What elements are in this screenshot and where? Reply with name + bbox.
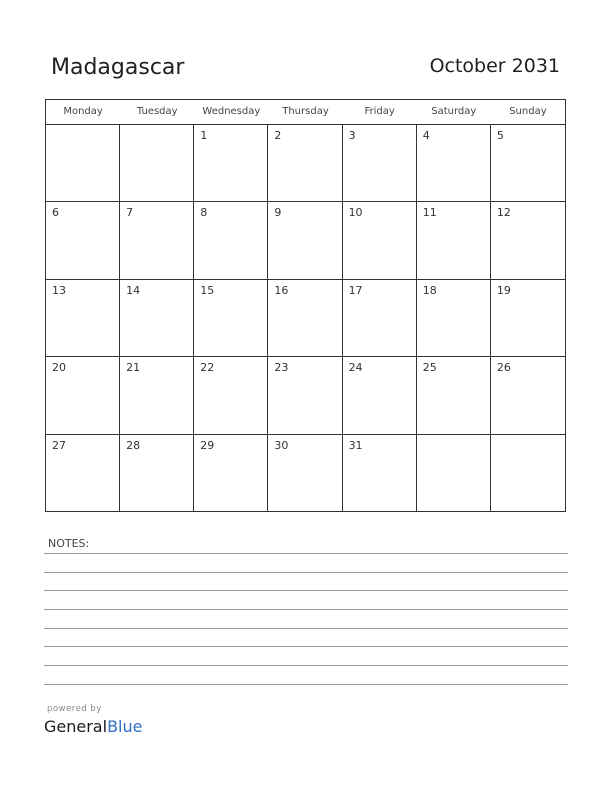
weeks-container bbox=[46, 125, 565, 512]
brand-general-text: General bbox=[44, 717, 108, 736]
day-cell: 9 bbox=[268, 202, 342, 278]
day-cell: 17 bbox=[343, 280, 417, 356]
weekday-wednesday: Wednesday bbox=[202, 106, 261, 117]
month-year-title: October 2031 bbox=[429, 55, 560, 77]
day-cell: 6 bbox=[46, 202, 120, 278]
weekday-header-row bbox=[46, 100, 565, 125]
notes-label: NOTES: bbox=[48, 537, 90, 550]
day-cell: 30 bbox=[268, 435, 342, 512]
day-cell: 8 bbox=[194, 202, 268, 278]
note-line bbox=[44, 553, 568, 554]
day-cell: 20 bbox=[46, 357, 120, 433]
note-line bbox=[44, 646, 568, 647]
weekday-tuesday: Tuesday bbox=[136, 106, 178, 117]
day-cell: 27 bbox=[46, 435, 120, 512]
note-line bbox=[44, 665, 568, 666]
day-cell: 5 bbox=[496, 129, 504, 142]
day-cell bbox=[120, 125, 194, 201]
day-cell bbox=[46, 125, 120, 201]
day-cell bbox=[417, 435, 491, 512]
day-cell: 31 bbox=[343, 435, 417, 512]
day-cell: 13 bbox=[46, 280, 120, 356]
weekday-saturday: Saturday bbox=[431, 106, 477, 117]
day-cell: 24 bbox=[343, 357, 417, 433]
note-line bbox=[44, 684, 568, 685]
day-cell: 15 bbox=[194, 280, 268, 356]
brand-blue-text: Blue bbox=[107, 717, 143, 736]
weekday-sunday: Sunday bbox=[509, 106, 547, 117]
weekday-thursday: Thursday bbox=[282, 106, 329, 117]
day-cell: 11 bbox=[417, 202, 491, 278]
day-cell: 1 bbox=[194, 125, 268, 201]
country-title: Madagascar bbox=[51, 55, 185, 80]
week-row bbox=[46, 435, 565, 512]
day-cell: 18 bbox=[417, 280, 491, 356]
day-cell: 29 bbox=[194, 435, 268, 512]
day-cell: 28 bbox=[120, 435, 194, 512]
day-cell: 4 bbox=[417, 125, 491, 201]
note-line bbox=[44, 609, 568, 610]
powered-by-text: powered by bbox=[47, 704, 102, 714]
day-cell: 7 bbox=[120, 202, 194, 278]
week-row bbox=[46, 280, 565, 357]
day-cell: 25 bbox=[417, 357, 491, 433]
day-cell: 23 bbox=[268, 357, 342, 433]
note-line bbox=[44, 572, 568, 573]
day-cell: 14 bbox=[120, 280, 194, 356]
day-cell: 21 bbox=[120, 357, 194, 433]
weekday-monday: Monday bbox=[63, 106, 103, 117]
day-cell bbox=[491, 435, 565, 512]
week-row bbox=[46, 202, 565, 279]
day-cell: 3 bbox=[343, 125, 417, 201]
calendar-grid bbox=[45, 99, 566, 512]
day-cell: 10 bbox=[343, 202, 417, 278]
day-cell: 22 bbox=[194, 357, 268, 433]
day-cell: 19 bbox=[496, 283, 511, 297]
day-cell: 12 bbox=[496, 206, 511, 220]
week-row bbox=[46, 125, 565, 202]
day-cell: 2 bbox=[268, 125, 342, 201]
note-line bbox=[44, 628, 568, 629]
note-line bbox=[44, 590, 568, 591]
weekday-friday: Friday bbox=[364, 106, 395, 117]
day-cell: 16 bbox=[268, 280, 342, 356]
generalblue-logo[interactable] bbox=[44, 717, 142, 736]
day-cell: 26 bbox=[496, 361, 511, 375]
week-row bbox=[46, 357, 565, 434]
